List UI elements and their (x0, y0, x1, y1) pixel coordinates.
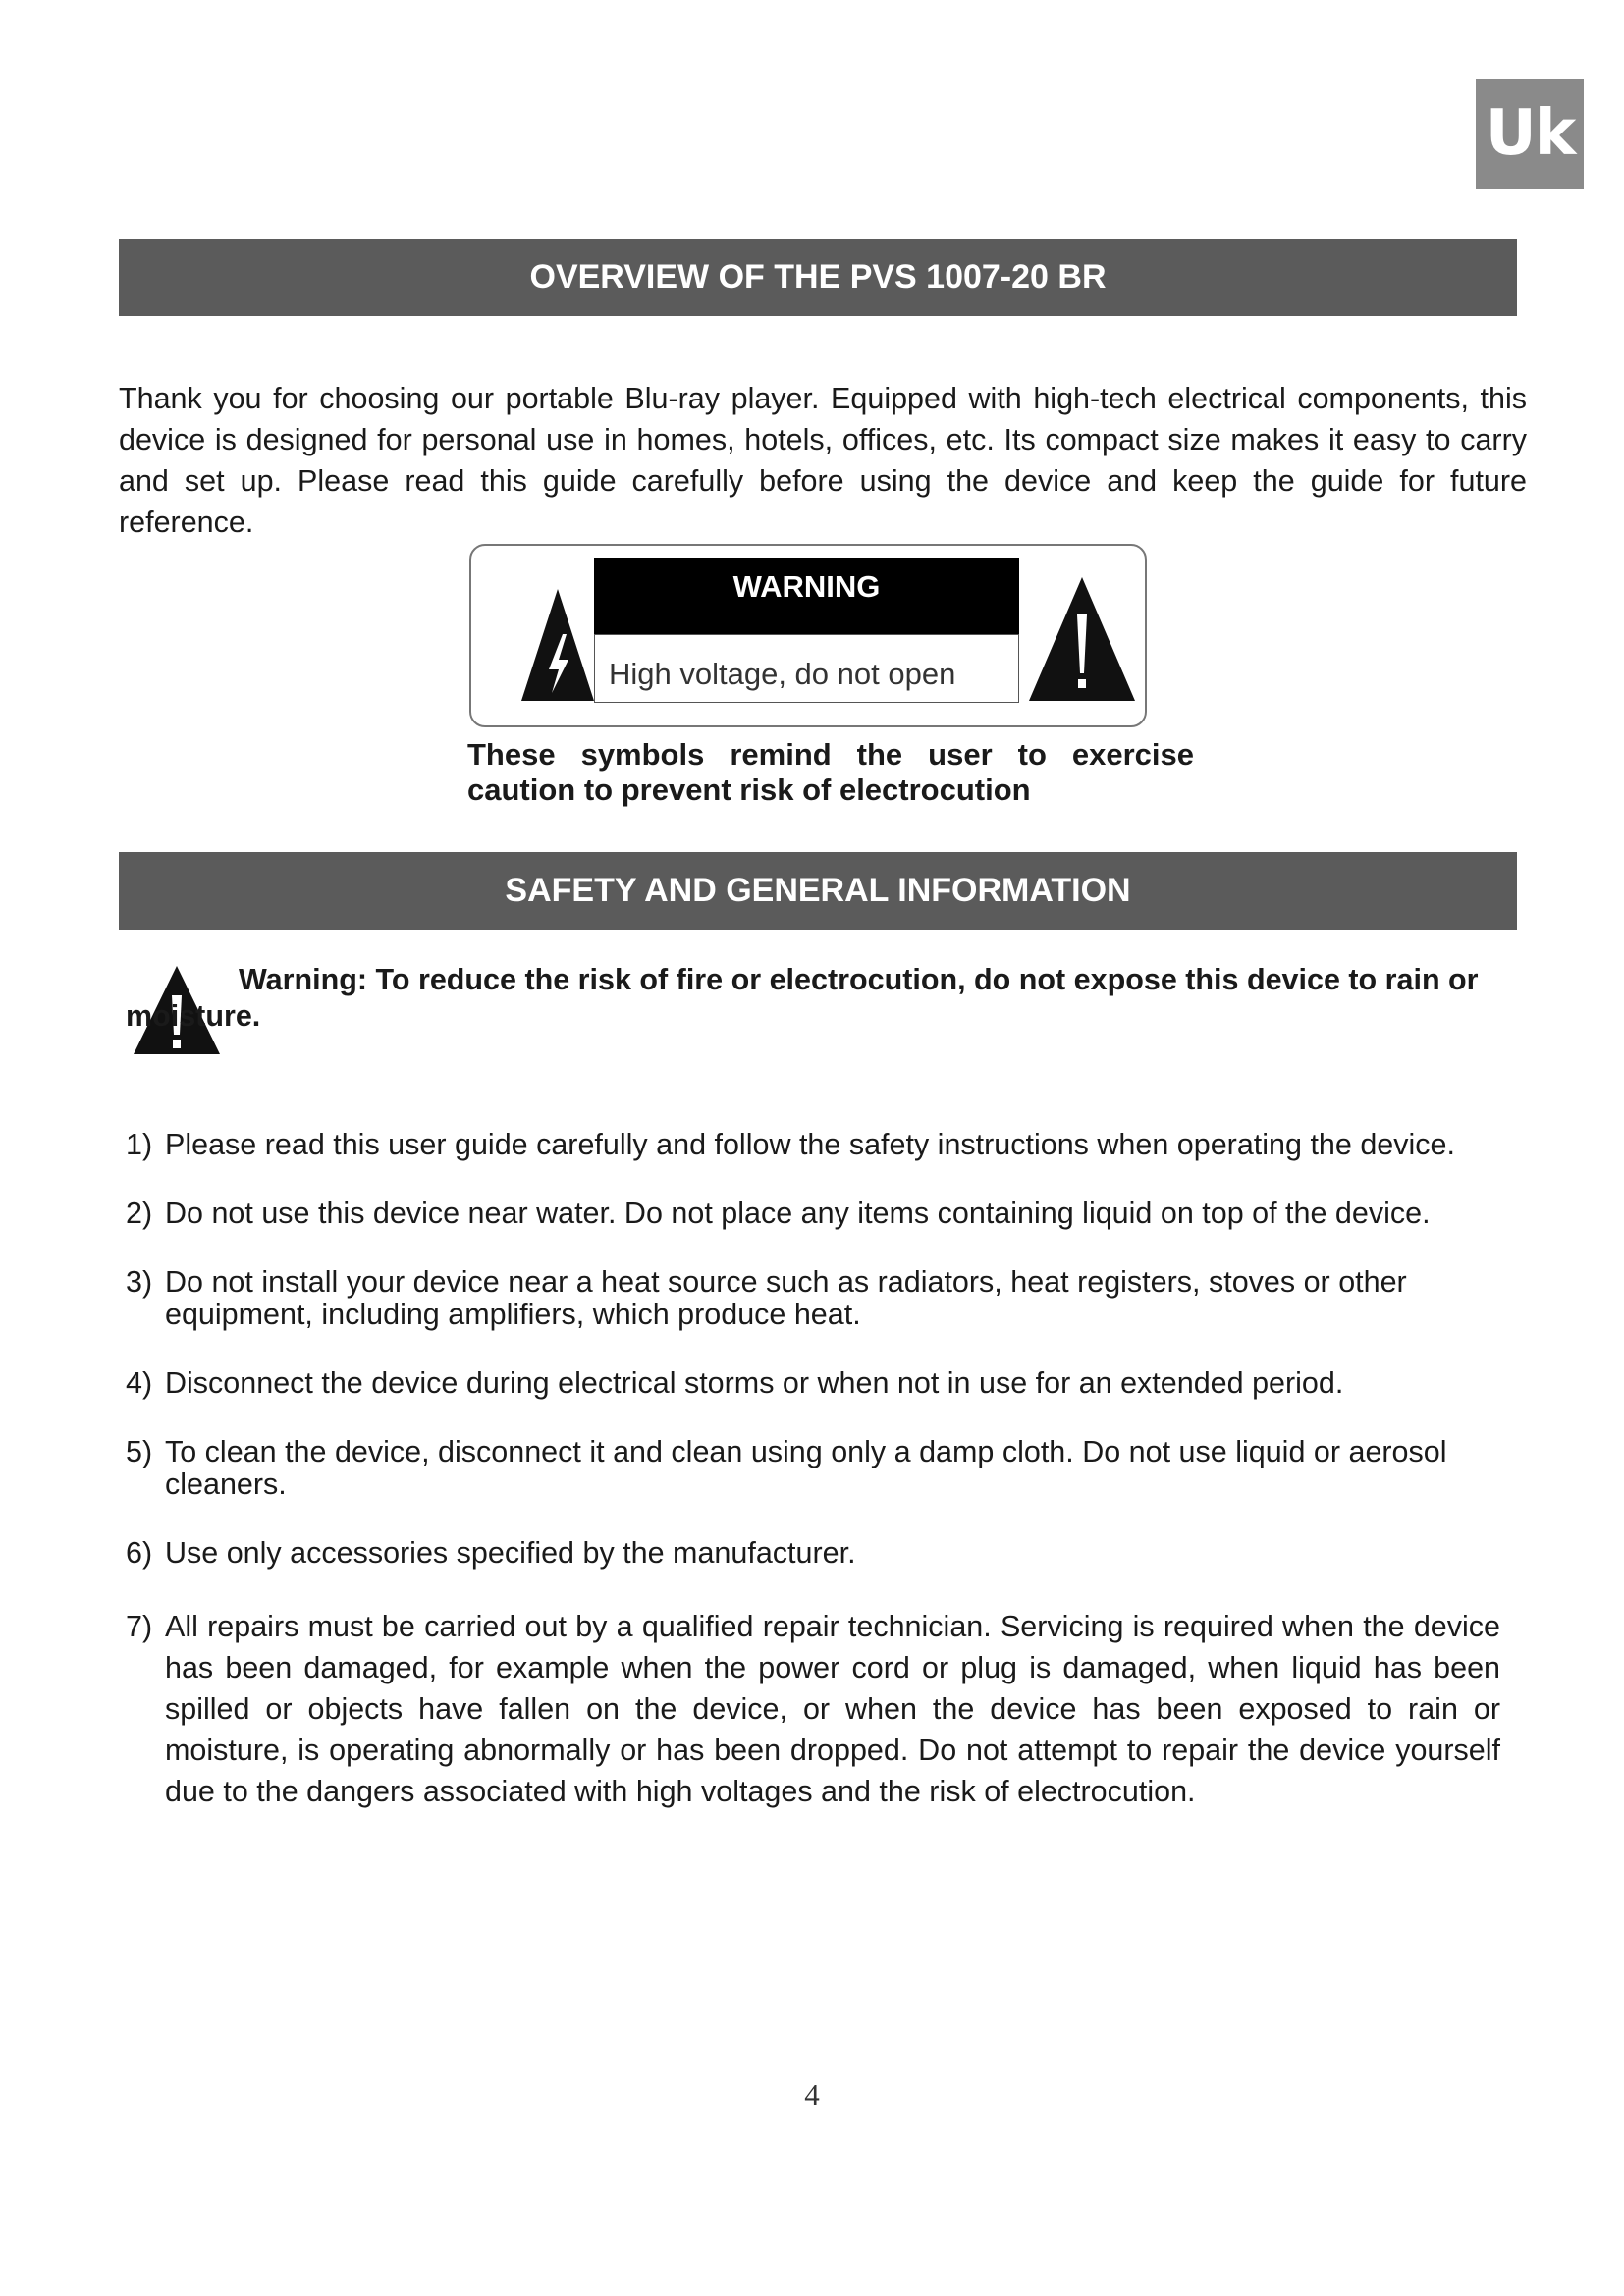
intro-paragraph: Thank you for choosing our portable Blu-ray player. Equipped with high-tech electrical components, this device is designed for personal use in homes, hotels, offices, etc. Its compact size makes it easy to carry and set up. Please read this guide carefully before using the device and keep the guide for future reference. (119, 382, 1527, 539)
lightning-triangle-icon (519, 587, 596, 703)
page-number: 4 (804, 2077, 820, 2111)
caution-caption: These symbols remind the user to exercise caution to prevent risk of electrocution (467, 737, 1194, 807)
warning-heading: WARNING (594, 558, 1019, 634)
warning-label (469, 544, 1147, 727)
warning-text: High voltage, do not open (594, 634, 1019, 703)
overview-heading: OVERVIEW OF THE PVS 1007-20 BR (119, 239, 1517, 316)
safety-warning: Warning: To reduce the risk of fire or electrocution, do not expose this device to rain or moisture. (126, 963, 1479, 1033)
safety-heading: SAFETY AND GENERAL INFORMATION (119, 852, 1517, 930)
safety-list (126, 1129, 1500, 1848)
exclamation-triangle-icon (1027, 575, 1137, 703)
list-item: 7) All repairs must be carried out by a qualified repair technician. Servicing is required when the device has been damaged, for example when the power cord or plug is damaged, when liquid has been spilled or objects have fallen on the device, or when the device has been exposed to rain or moisture, is operating abnormally or has been dropped. Do not attempt to repair the device yourself due to the dangers associated with high voltages and the risk of electrocution. (126, 1610, 1500, 1808)
list-item: 3) Do not install your device near a heat source such as radiators, heat registers, stoves or other equipment, including amplifiers, which produce heat. (126, 1265, 1407, 1331)
language-badge: Uk (1476, 79, 1584, 189)
list-item: 4) Disconnect the device during electrical storms or when not in use for an extended period. (126, 1366, 1344, 1400)
list-item: 1) Please read this user guide carefully and follow the safety instructions when operating the device. (126, 1128, 1455, 1161)
list-item: 2) Do not use this device near water. Do not place any items containing liquid on top of the device. (126, 1197, 1431, 1230)
list-item: 5) To clean the device, disconnect it and clean using only a damp cloth. Do not use liquid or aerosol cleaners. (126, 1435, 1447, 1501)
list-item: 6) Use only accessories specified by the manufacturer. (126, 1536, 856, 1570)
